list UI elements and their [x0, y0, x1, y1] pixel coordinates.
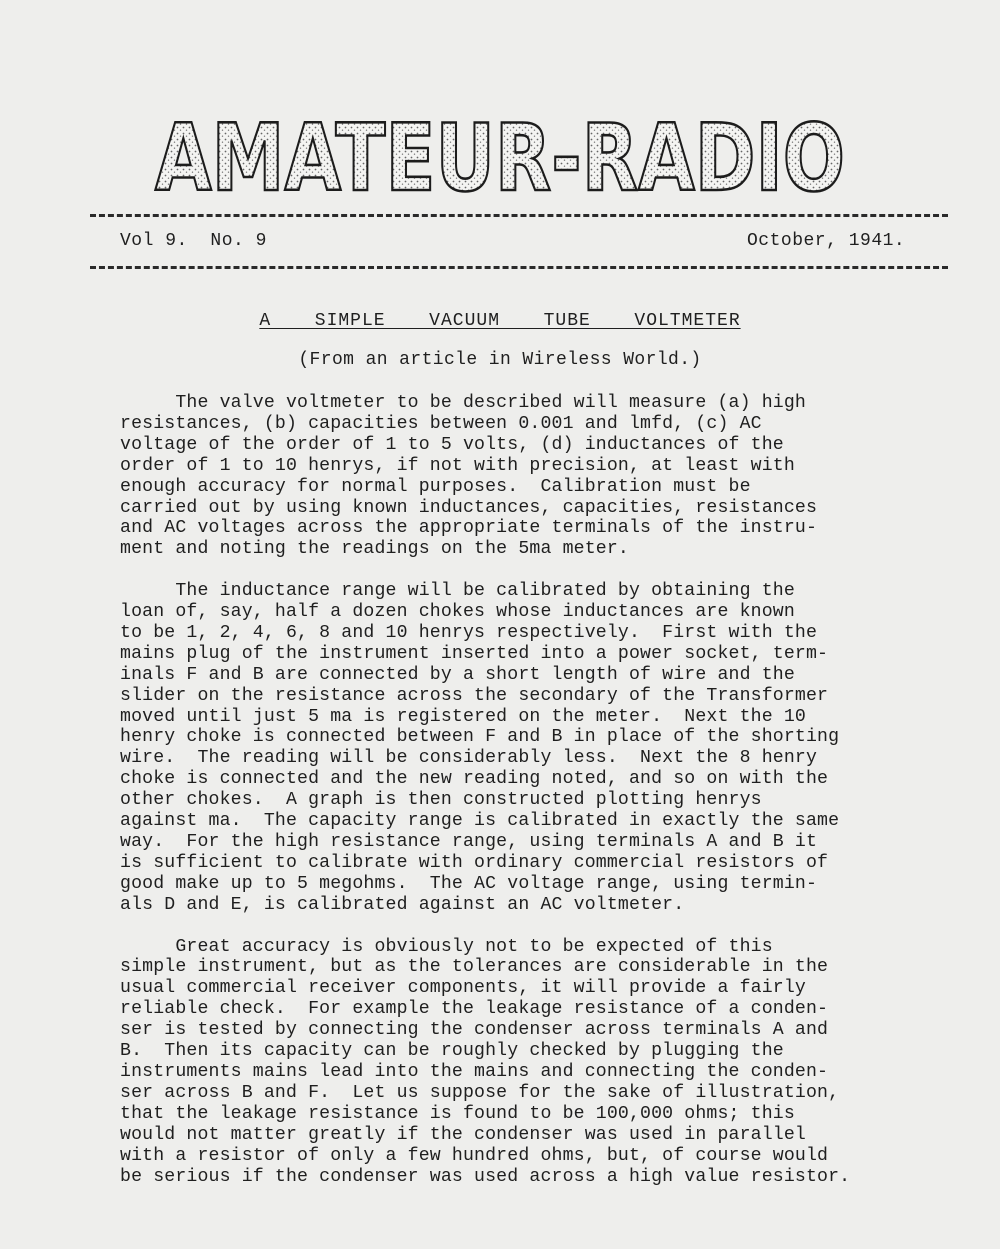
text-line: is sufficient to calibrate with ordinary commercial resistors of: [120, 852, 829, 873]
article-body: [120, 393, 950, 1187]
text-line: mains plug of the instrument inserted into a power socket, term-: [120, 643, 829, 664]
paragraph: [120, 581, 950, 916]
text-line: ser across B and F. Let us suppose for the sake of illustration,: [120, 1082, 840, 1103]
masthead-logo: [140, 104, 860, 212]
text-line: als D and E, is calibrated against an AC voltmeter.: [120, 894, 685, 915]
text-line: reliable check. For example the leakage resistance of a conden-: [120, 999, 829, 1020]
text-line: Great accuracy is obviously not to be expected of this: [120, 936, 773, 957]
text-line: resistances, (b) capacities between 0.001 and lmfd, (c) AC: [120, 413, 762, 434]
text-line: usual commercial receiver components, it will provide a fairly: [120, 978, 806, 999]
text-line: choke is connected and the new reading noted, and so on with the: [120, 769, 829, 790]
text-line: would not matter greatly if the condenser was used in parallel: [120, 1124, 806, 1145]
text-line: with a resistor of only a few hundred ohms, but, of course would: [120, 1145, 829, 1166]
issue-volume: Vol 9. No. 9: [120, 231, 267, 251]
text-line: good make up to 5 megohms. The AC voltage range, using termin-: [120, 873, 818, 894]
text-line: wire. The reading will be considerably less. Next the 8 henry: [120, 748, 818, 769]
text-line: that the leakage resistance is found to be 100,000 ohms; this: [120, 1103, 795, 1124]
text-line: against ma. The capacity range is calibrated in exactly the same: [120, 811, 840, 832]
masthead-title: AMATEUR-RADIO: [155, 104, 845, 212]
text-line: slider on the resistance across the secondary of the Transformer: [120, 685, 829, 706]
text-line: and AC voltages across the appropriate terminals of the instru-: [120, 518, 818, 539]
paragraph: [120, 937, 950, 1188]
text-line: other chokes. A graph is then constructed plotting henrys: [120, 790, 762, 811]
text-line: order of 1 to 10 henrys, if not with precision, at least with: [120, 455, 795, 476]
text-line: be serious if the condenser was used across a high value resistor.: [120, 1166, 851, 1187]
text-line: instruments mains lead into the mains and connecting the conden-: [120, 1061, 829, 1082]
issue-date: October, 1941.: [747, 231, 906, 251]
article-subtitle: (From an article in Wireless World.): [298, 350, 702, 370]
top-dashed-rule: [90, 214, 948, 217]
text-line: ment and noting the readings on the 5ma meter.: [120, 539, 629, 560]
bottom-dashed-rule: [90, 266, 948, 269]
text-line: way. For the high resistance range, using terminals A and B it: [120, 832, 818, 853]
text-line: The inductance range will be calibrated by obtaining the: [120, 581, 795, 602]
text-line: voltage of the order of 1 to 5 volts, (d) inductances of the: [120, 434, 784, 455]
text-line: B. Then its capacity can be roughly checked by plugging the: [120, 1041, 784, 1062]
text-line: ser is tested by connecting the condenser across terminals A and: [120, 1020, 829, 1041]
text-line: moved until just 5 ma is registered on the meter. Next the 10: [120, 706, 806, 727]
text-line: inals F and B are connected by a short length of wire and the: [120, 664, 795, 685]
text-line: enough accuracy for normal purposes. Calibration must be: [120, 476, 751, 497]
article-title: [0, 311, 1000, 331]
article-title-text: A SIMPLE VACUUM TUBE VOLTMETER: [259, 311, 741, 331]
text-line: to be 1, 2, 4, 6, 8 and 10 henrys respectively. First with the: [120, 622, 818, 643]
text-line: henry choke is connected between F and B in place of the shorting: [120, 727, 840, 748]
text-line: carried out by using known inductances, capacities, resistances: [120, 497, 818, 518]
paragraph: [120, 393, 950, 560]
text-line: simple instrument, but as the tolerances are considerable in the: [120, 957, 829, 978]
masthead: [140, 104, 860, 212]
text-line: The valve voltmeter to be described will measure (a) high: [120, 393, 806, 413]
text-line: loan of, say, half a dozen chokes whose inductances are known: [120, 602, 795, 623]
